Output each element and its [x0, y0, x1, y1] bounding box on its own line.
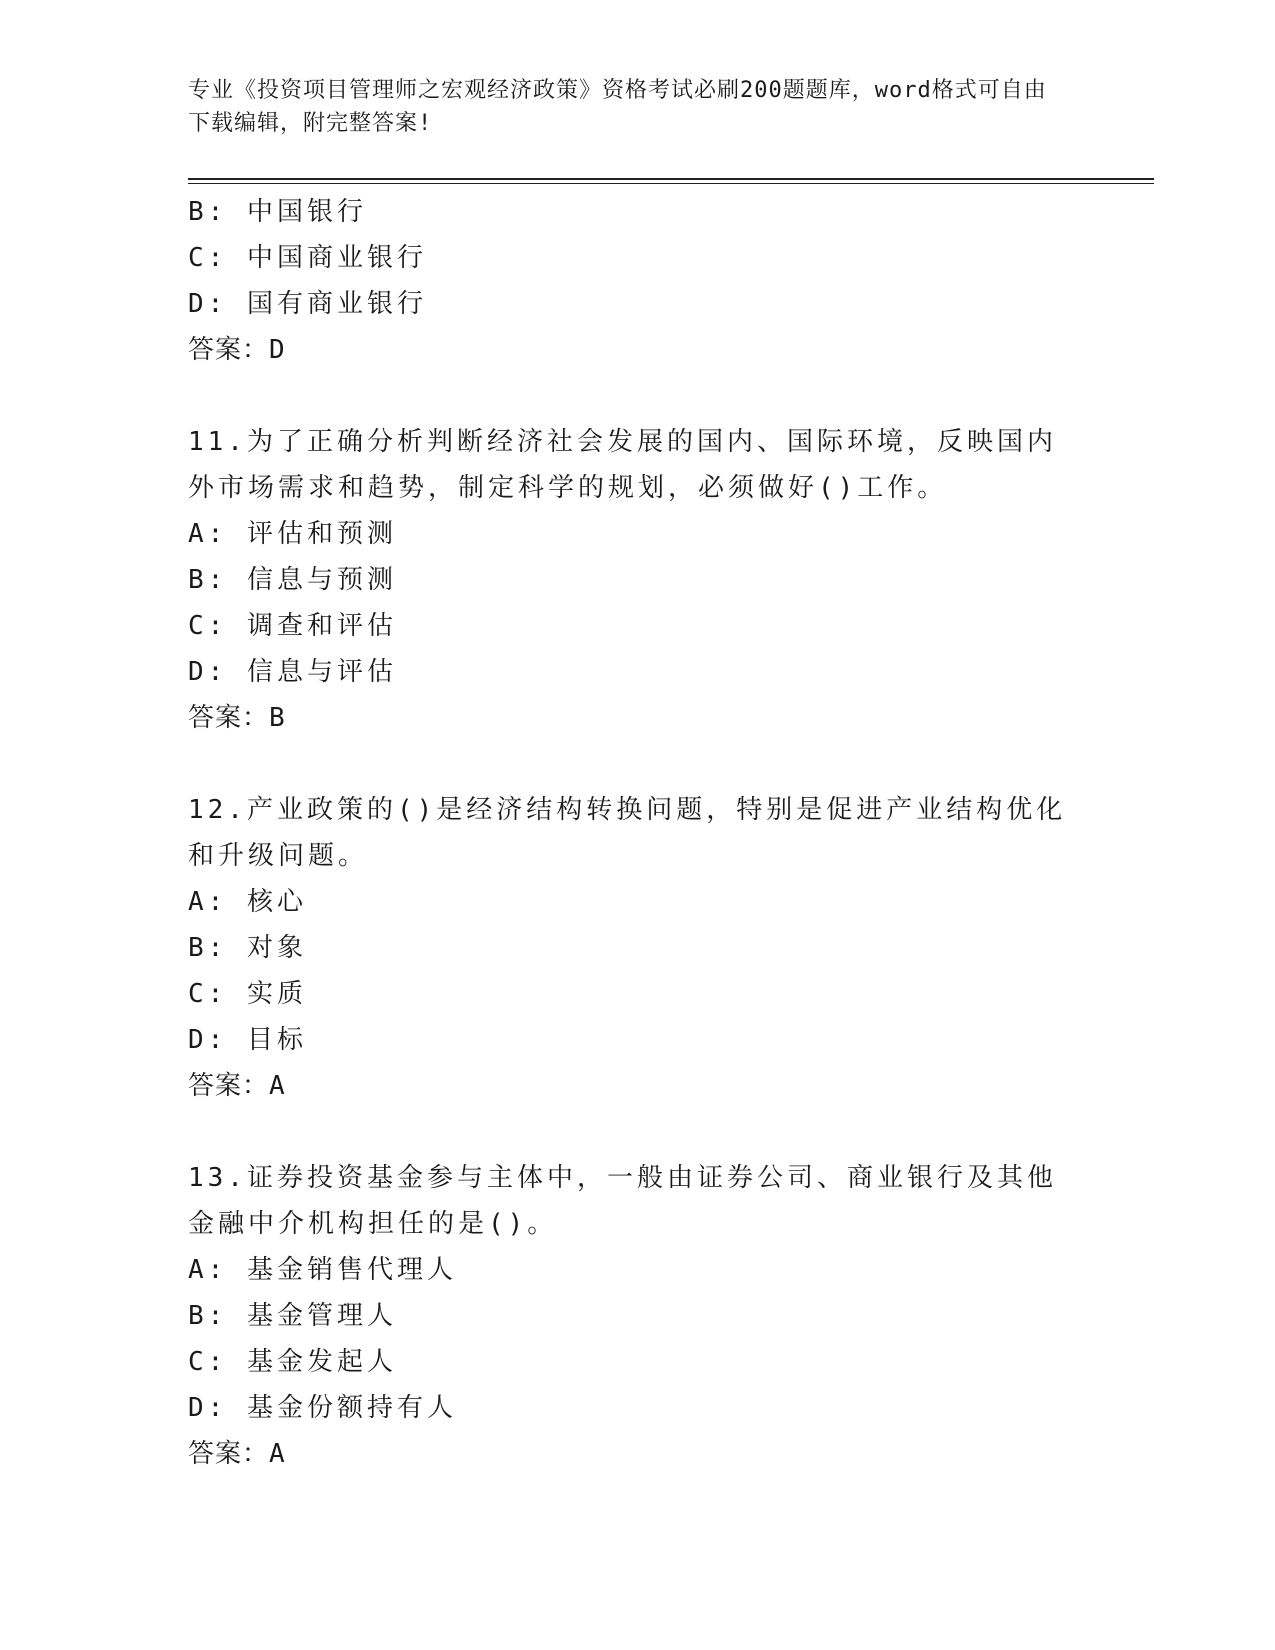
answer-line: 答案：A	[188, 1071, 286, 1101]
option-a: A: 核心	[188, 887, 307, 917]
answer-line: 答案：A	[188, 1439, 286, 1469]
option-d: D: 国有商业银行	[188, 289, 427, 319]
question-11	[188, 419, 1068, 741]
option-d: D: 基金份额持有人	[188, 1393, 457, 1423]
document-header: 专业《投资项目管理师之宏观经济政策》资格考试必刷200题题库，word格式可自由下载编辑，附完整答案!	[188, 78, 1047, 136]
question-text: 11.为了正确分析判断经济社会发展的国内、国际环境，反映国内外市场需求和趋势，制定科学的规划，必须做好()工作。	[188, 427, 1057, 503]
question-text: 12.产业政策的()是经济结构转换问题，特别是促进产业结构优化和升级问题。	[188, 795, 1067, 871]
header-divider-thin	[188, 183, 1154, 184]
header-divider-thick	[188, 178, 1154, 180]
answer-line: 答案：B	[188, 703, 286, 733]
question-list	[188, 189, 1068, 1477]
option-c: C: 实质	[188, 979, 307, 1009]
option-a: A: 评估和预测	[188, 519, 397, 549]
option-a: A: 基金销售代理人	[188, 1255, 457, 1285]
option-b: B: 对象	[188, 933, 307, 963]
option-c: C: 中国商业银行	[188, 243, 427, 273]
question-text: 13.证券投资基金参与主体中，一般由证券公司、商业银行及其他金融中介机构担任的是()。	[188, 1163, 1057, 1239]
option-c: C: 基金发起人	[188, 1347, 397, 1377]
question-13	[188, 1155, 1068, 1477]
option-d: D: 目标	[188, 1025, 307, 1055]
partial-question	[188, 189, 1068, 373]
option-c: C: 调查和评估	[188, 611, 397, 641]
answer-line: 答案：D	[188, 335, 286, 365]
option-d: D: 信息与评估	[188, 657, 397, 687]
option-b: B: 信息与预测	[188, 565, 397, 595]
option-b: B: 基金管理人	[188, 1301, 397, 1331]
option-b: B: 中国银行	[188, 197, 367, 227]
question-12	[188, 787, 1068, 1109]
